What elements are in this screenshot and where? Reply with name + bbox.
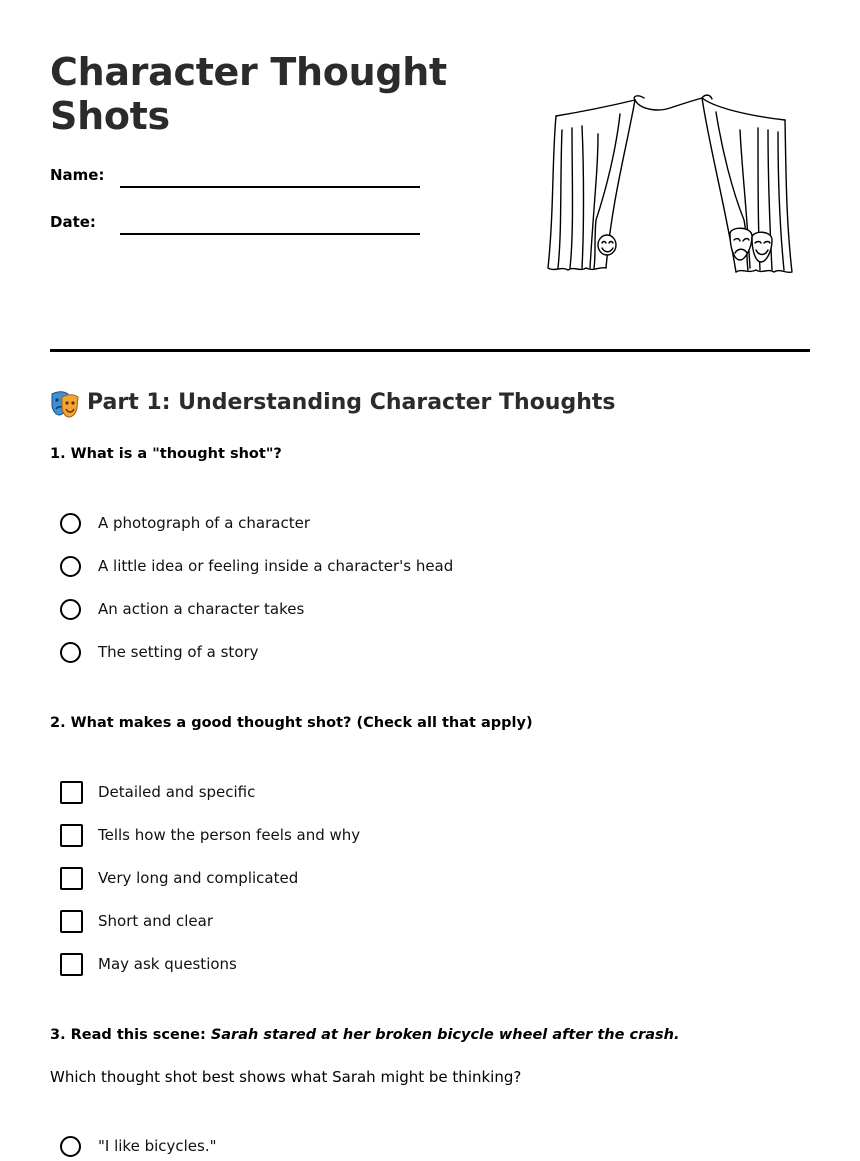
q2-option-4[interactable] bbox=[60, 909, 214, 933]
option-label: May ask questions bbox=[98, 955, 237, 973]
question-3-prompt: Which thought shot best shows what Sarah might be thinking? bbox=[50, 1068, 522, 1086]
q1-option-3[interactable] bbox=[60, 597, 305, 621]
question-3-scene: Sarah stared at her broken bicycle wheel after the crash. bbox=[210, 1027, 680, 1043]
q2-option-2[interactable] bbox=[60, 823, 361, 847]
radio-circle[interactable] bbox=[60, 556, 81, 577]
name-line[interactable] bbox=[120, 186, 420, 188]
q1-option-4[interactable] bbox=[60, 640, 259, 664]
date-label: Date: bbox=[50, 213, 96, 231]
checkbox[interactable] bbox=[60, 910, 83, 933]
q1-option-1[interactable] bbox=[60, 511, 310, 535]
theater-curtain-illustration bbox=[540, 90, 800, 280]
radio-circle[interactable] bbox=[60, 513, 81, 534]
date-line[interactable] bbox=[120, 233, 420, 235]
theater-masks-icon bbox=[50, 388, 80, 418]
q2-option-3[interactable] bbox=[60, 866, 299, 890]
checkbox[interactable] bbox=[60, 867, 83, 890]
option-label: The setting of a story bbox=[98, 643, 259, 661]
radio-circle[interactable] bbox=[60, 1136, 81, 1157]
option-label: A photograph of a character bbox=[98, 514, 310, 532]
q2-option-1[interactable] bbox=[60, 780, 256, 804]
radio-circle[interactable] bbox=[60, 642, 81, 663]
part1-heading bbox=[50, 386, 616, 420]
q2-option-5[interactable] bbox=[60, 952, 237, 976]
option-label: "I like bicycles." bbox=[98, 1137, 217, 1155]
section-divider bbox=[50, 349, 810, 352]
worksheet-title: Character Thought Shots bbox=[50, 50, 447, 138]
radio-circle[interactable] bbox=[60, 599, 81, 620]
name-label: Name: bbox=[50, 166, 105, 184]
checkbox[interactable] bbox=[60, 781, 83, 804]
option-label: Detailed and specific bbox=[98, 783, 256, 801]
q3-option-1[interactable] bbox=[60, 1134, 217, 1158]
part1-title: Part 1: Understanding Character Thoughts bbox=[87, 390, 616, 415]
question-2: 2. What makes a good thought shot? (Check all that apply) bbox=[50, 715, 533, 731]
question-3-prefix: 3. Read this scene: bbox=[50, 1027, 211, 1043]
option-label: Short and clear bbox=[98, 912, 214, 930]
question-3 bbox=[50, 1027, 680, 1043]
option-label: A little idea or feeling inside a character's head bbox=[98, 557, 454, 575]
q1-option-2[interactable] bbox=[60, 554, 454, 578]
question-1: 1. What is a "thought shot"? bbox=[50, 446, 282, 462]
option-label: Very long and complicated bbox=[98, 869, 299, 887]
option-label: An action a character takes bbox=[98, 600, 305, 618]
option-label: Tells how the person feels and why bbox=[98, 826, 361, 844]
checkbox[interactable] bbox=[60, 953, 83, 976]
checkbox[interactable] bbox=[60, 824, 83, 847]
